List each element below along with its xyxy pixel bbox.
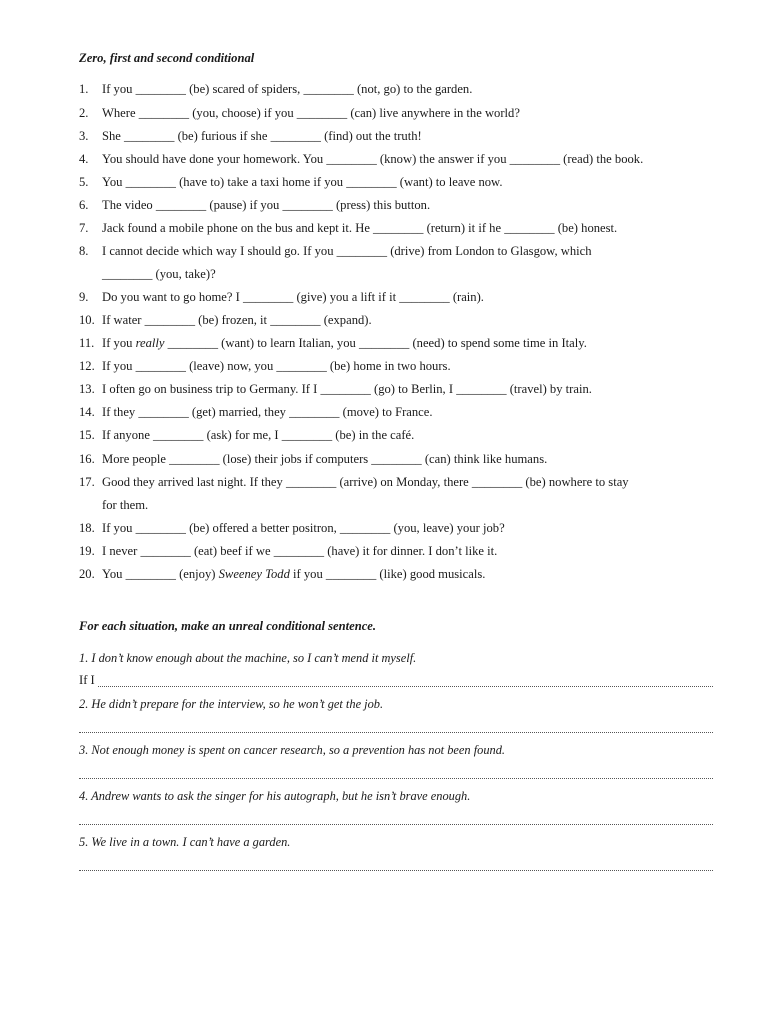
question-number: 10.	[79, 313, 95, 327]
situation-prompt-2: 2. He didn’t prepare for the interview, so he won’t get the job.	[79, 697, 384, 711]
question-text: Good they arrived last night. If they ________ (arrive) on Monday, there ________ (be) nowhere to stay	[102, 475, 629, 489]
question-text: Jack found a mobile phone on the bus and kept it. He ________ (return) it if he ________ (be) honest.	[102, 221, 618, 235]
question-number: 9.	[79, 290, 89, 304]
question-number: 7.	[79, 221, 89, 235]
section1-title: Zero, first and second conditional	[79, 51, 255, 65]
answer-line-1[interactable]	[79, 672, 713, 687]
question-number: 14.	[79, 405, 95, 419]
question-text: Where ________ (you, choose) if you ________ (can) live anywhere in the world?	[102, 106, 520, 120]
question-number: 4.	[79, 152, 89, 166]
question-number: 13.	[79, 382, 95, 396]
question-number: 2.	[79, 106, 89, 120]
question-number: 15.	[79, 428, 95, 442]
question-text: If you really ________ (want) to learn Italian, you ________ (need) to spend some time in Italy.	[102, 336, 587, 350]
question-number: 16.	[79, 452, 95, 466]
question-text: If you ________ (leave) now, you ________ (be) home in two hours.	[102, 359, 451, 373]
question-text: If water ________ (be) frozen, it ________ (expand).	[102, 313, 372, 327]
question-number: 5.	[79, 175, 89, 189]
question-text: I cannot decide which way I should go. If you ________ (drive) from London to Glasgow, which	[102, 244, 592, 258]
answer-line-4[interactable]	[79, 810, 713, 825]
question-number: 8.	[79, 244, 89, 258]
section2-title: For each situation, make an unreal conditional sentence.	[79, 619, 377, 633]
question-text: Do you want to go home? I ________ (give) you a lift if it ________ (rain).	[102, 290, 484, 304]
question-text: The video ________ (pause) if you ________ (press) this button.	[102, 198, 431, 212]
question-number: 11.	[79, 336, 95, 350]
situation-prompt-5: 5. We live in a town. I can’t have a garden.	[79, 835, 291, 849]
situation-prompt-3: 3. Not enough money is spent on cancer research, so a prevention has not been found.	[79, 743, 506, 757]
question-number: 19.	[79, 544, 95, 558]
question-text: She ________ (be) furious if she ________ (find) out the truth!	[102, 129, 422, 143]
question-number: 3.	[79, 129, 89, 143]
question-number: 20.	[79, 567, 95, 581]
question-text: You ________ (have to) take a taxi home if you ________ (want) to leave now.	[102, 175, 503, 189]
answer-prefix: If I	[79, 673, 95, 687]
emphasis-title: Sweeney Todd	[218, 567, 290, 581]
question-text: If you ________ (be) scared of spiders, ________ (not, go) to the garden.	[102, 82, 473, 96]
question-text: If you ________ (be) offered a better positron, ________ (you, leave) your job?	[102, 521, 505, 535]
answer-line-3[interactable]	[79, 764, 713, 779]
question-number: 1.	[79, 82, 89, 96]
emphasis-word: really	[135, 336, 165, 350]
question-text: You should have done your homework. You ________ (know) the answer if you ________ (read) the book.	[102, 152, 644, 166]
question-text: More people ________ (lose) their jobs if computers ________ (can) think like humans.	[102, 452, 548, 466]
question-text: If anyone ________ (ask) for me, I ________ (be) in the café.	[102, 428, 415, 442]
question-text-continued: for them.	[102, 498, 149, 512]
question-number: 6.	[79, 198, 89, 212]
situation-prompt-4: 4. Andrew wants to ask the singer for his autograph, but he isn’t brave enough.	[79, 789, 471, 803]
situation-prompt-1: 1. I don’t know enough about the machine, so I can’t mend it myself.	[79, 651, 417, 665]
answer-line-2[interactable]	[79, 718, 713, 733]
question-text-continued: ________ (you, take)?	[102, 267, 216, 281]
question-number: 12.	[79, 359, 95, 373]
question-text: You ________ (enjoy) Sweeney Todd if you ________ (like) good musicals.	[102, 567, 486, 581]
question-text: I often go on business trip to Germany. If I ________ (go) to Berlin, I ________ (travel) by train.	[102, 382, 592, 396]
question-text: If they ________ (get) married, they ________ (move) to France.	[102, 405, 433, 419]
question-number: 18.	[79, 521, 95, 535]
answer-line-5[interactable]	[79, 856, 713, 871]
question-text: I never ________ (eat) beef if we ________ (have) it for dinner. I don’t like it.	[102, 544, 498, 558]
question-number: 17.	[79, 475, 95, 489]
